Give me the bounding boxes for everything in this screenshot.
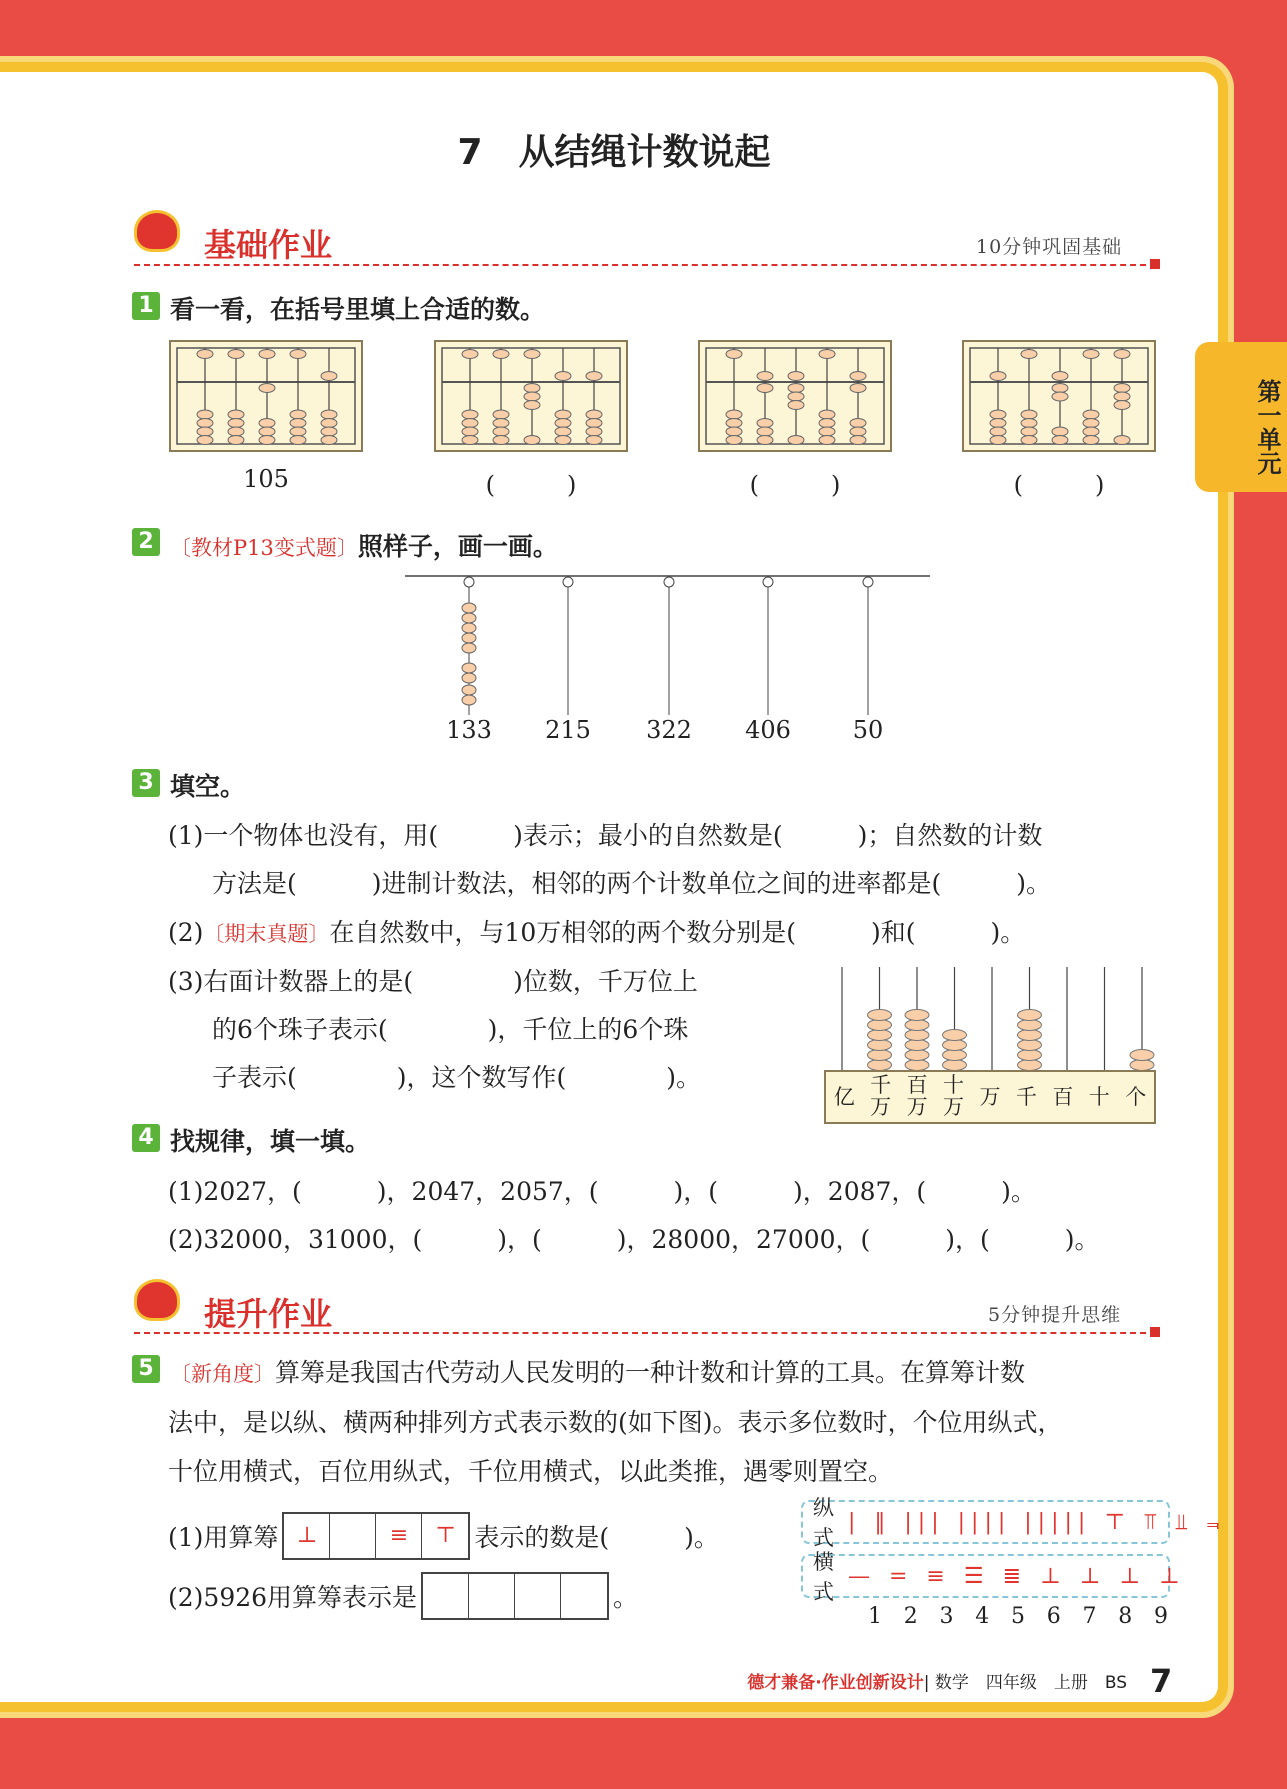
counter-bead [868, 1060, 892, 1071]
bead [757, 436, 773, 445]
bead [726, 410, 742, 419]
q5-part1-answer[interactable]: 表示的数是( )。 [474, 1523, 719, 1552]
section-advanced-subtitle: 5分钟提升思维 [988, 1304, 1122, 1326]
bead [524, 401, 540, 410]
bead [462, 419, 478, 428]
place-label: 亿 [833, 1085, 855, 1109]
bead [462, 427, 478, 436]
digit-label: 8 [1118, 1604, 1133, 1629]
period: 。 [613, 1583, 639, 1612]
bead [524, 436, 540, 445]
bead [493, 436, 509, 445]
digit-label: 9 [1154, 1604, 1168, 1629]
digit-label: 3 [939, 1604, 954, 1629]
bead [586, 427, 602, 436]
abacus-answer[interactable]: 105 [243, 465, 289, 493]
q5-part1-prefix: (1)用算筹 [168, 1523, 279, 1552]
bead [757, 384, 773, 393]
bead [850, 436, 866, 445]
q4-line: (2)32000，31000，( )，( )，28000，27000，( )，( )。 [168, 1225, 1100, 1254]
bead [228, 427, 244, 436]
question-3-text: 填空。 [170, 772, 246, 801]
bead [726, 419, 742, 428]
abacus-answer[interactable]: ( ) [485, 471, 577, 499]
counting-rods-figure [400, 570, 940, 720]
bead [819, 350, 835, 359]
bead [197, 410, 213, 419]
footer [747, 1668, 1127, 1693]
counter-bead [1018, 1060, 1042, 1071]
bead [321, 372, 337, 381]
bead [788, 401, 804, 410]
bead [321, 427, 337, 436]
bead [1114, 384, 1130, 393]
q5-line: 十位用横式，百位用纵式，千位用横式，以此类推，遇零则置空。 [168, 1457, 894, 1486]
place-label: 百 万 [906, 1073, 928, 1119]
counter-bead [905, 1030, 929, 1041]
knot-bead [462, 613, 476, 623]
q3-line: (1)一个物体也没有，用( )表示；最小的自然数是( )；自然数的计数 [168, 821, 1043, 850]
place-label: 十 [1088, 1085, 1110, 1109]
counter-bead [1130, 1050, 1154, 1061]
bead [524, 392, 540, 401]
bead [757, 372, 773, 381]
bead [788, 372, 804, 381]
bead [228, 350, 244, 359]
q5-part2-prefix: (2)5926用算筹表示是 [168, 1583, 418, 1612]
abacus [169, 340, 363, 452]
bead [493, 419, 509, 428]
abacus-answer[interactable]: ( ) [1013, 471, 1105, 499]
counter-rods [824, 965, 1156, 1073]
section-icon [134, 210, 180, 252]
q3-line: (2) [168, 918, 204, 947]
knot-bead [462, 663, 476, 673]
knot [863, 577, 873, 587]
bead [850, 384, 866, 393]
bead [555, 419, 571, 428]
q3-line: 方法是( )进制计数法，相邻的两个计数单位之间的进率都是( )。 [212, 869, 1052, 898]
knot [563, 577, 573, 587]
question-4-text: 找规律，填一填。 [170, 1127, 371, 1156]
bead [555, 427, 571, 436]
counter-bead [905, 1050, 929, 1061]
horizontal-rods-legend [801, 1550, 1186, 1604]
bead [259, 384, 275, 393]
abacus [698, 340, 892, 452]
bead [1021, 436, 1037, 445]
counter-bead [1018, 1040, 1042, 1051]
bead [990, 436, 1006, 445]
bead [462, 350, 478, 359]
question-tag: 〔新角度〕 [170, 1362, 275, 1386]
counter-bead [1018, 1010, 1042, 1021]
divider [134, 1332, 1156, 1334]
counter-bead [943, 1060, 967, 1071]
place-label: 百 [1052, 1085, 1074, 1109]
bead [290, 350, 306, 359]
digit-label: 6 [1046, 1604, 1061, 1629]
section-advanced-title: 提升作业 [204, 1295, 333, 1333]
place-label: 个 [1125, 1085, 1147, 1109]
bead [290, 427, 306, 436]
bead [228, 419, 244, 428]
abacus [434, 340, 628, 452]
bead [850, 372, 866, 381]
counter-bead [905, 1010, 929, 1021]
bead [990, 419, 1006, 428]
bead [259, 350, 275, 359]
bead [493, 350, 509, 359]
page-number: 7 [1150, 1662, 1173, 1700]
bead [524, 350, 540, 359]
q3-line: 的6个珠子表示( )，千位上的6个珠 [212, 1015, 689, 1044]
rod-cell: ⊥ [284, 1514, 330, 1558]
bead [1052, 384, 1068, 393]
vertical-glyphs: | ‖ ||| |||| ||||| ⊤ ⫪ ⫫ ⫬ [848, 1509, 1226, 1535]
bead [1021, 410, 1037, 419]
bead [586, 436, 602, 445]
bead [290, 436, 306, 445]
bead [726, 436, 742, 445]
bead [197, 427, 213, 436]
vertical-rods-legend [801, 1496, 1226, 1550]
rope-number: 50 [852, 716, 884, 744]
bead [990, 410, 1006, 419]
bead [197, 350, 213, 359]
q5-line: 法中，是以纵、横两种排列方式表示数的(如下图)。表示多位数时，个位用纵式， [168, 1408, 1063, 1437]
footer-brand: 德才兼备·作业创新设计 [747, 1673, 924, 1693]
q4-line: (1)2027，( )，2047，2057，( )，( )，2087，( )。 [168, 1177, 1036, 1206]
knot-bead [462, 695, 476, 705]
bead [555, 410, 571, 419]
bead [493, 410, 509, 419]
bead [757, 427, 773, 436]
rope-number: 322 [646, 716, 692, 744]
bead [1114, 401, 1130, 410]
question-2-text: 照样子，画一画。 [357, 532, 558, 561]
bead [1052, 372, 1068, 381]
unit-tab[interactable]: 第一单元 [1195, 342, 1287, 492]
bead [1114, 350, 1130, 359]
bead [197, 436, 213, 445]
counter-bead [868, 1040, 892, 1051]
bead [259, 427, 275, 436]
bead [493, 427, 509, 436]
bead [555, 436, 571, 445]
bead [321, 410, 337, 419]
question-tag: 〔期末真题〕 [203, 922, 330, 946]
digit-label: 4 [975, 1604, 990, 1629]
bead [990, 372, 1006, 381]
q5-line: 算筹是我国古代劳动人民发明的一种计数和计算的工具。在算筹计数 [275, 1358, 1026, 1387]
rope-number: 406 [745, 716, 791, 744]
question-tag: 〔教材P13变式题〕 [170, 536, 358, 560]
question-number: 3 [132, 769, 160, 797]
q3-line: (3)右面计数器上的是( )位数，千万位上 [168, 967, 698, 996]
counter-bead [1130, 1060, 1154, 1071]
counter-bead [1018, 1030, 1042, 1041]
counter-bead [943, 1050, 967, 1061]
section-basic-title: 基础作业 [204, 226, 333, 264]
section-icon [134, 1279, 180, 1321]
counter-bead [868, 1030, 892, 1041]
bead [1052, 427, 1068, 436]
counter-bead [905, 1060, 929, 1071]
knot [763, 577, 773, 587]
question-number: 1 [132, 292, 160, 320]
digit-label: 5 [1011, 1604, 1025, 1629]
q3-line: 在自然数中，与10万相邻的两个数分别是( )和( )。 [329, 918, 1026, 947]
knot-bead [462, 633, 476, 643]
bead [321, 436, 337, 445]
bead [259, 436, 275, 445]
rope-number: 133 [446, 716, 492, 744]
knot [464, 577, 474, 587]
bead [462, 436, 478, 445]
bead [990, 427, 1006, 436]
footer-info: | 数学 四年级 上册 BS [923, 1673, 1127, 1693]
bead [1021, 419, 1037, 428]
bead [259, 419, 275, 428]
bead [788, 392, 804, 401]
place-label: 十 万 [943, 1073, 965, 1119]
bead [1083, 436, 1099, 445]
bead [819, 427, 835, 436]
knot-bead [462, 603, 476, 613]
counter-bead [943, 1040, 967, 1051]
question-number: 2 [132, 528, 160, 556]
divider [134, 264, 1156, 266]
knot-bead [462, 623, 476, 633]
counter-place-labels [824, 1070, 1156, 1124]
counter-bead [868, 1050, 892, 1061]
bead [757, 419, 773, 428]
digit-label: 2 [903, 1604, 918, 1629]
rod-cell: ≡ [376, 1514, 422, 1558]
bead [290, 410, 306, 419]
bead [819, 436, 835, 445]
bead [586, 419, 602, 428]
bead [1052, 436, 1068, 445]
bead [1083, 350, 1099, 359]
counter-bead [1018, 1020, 1042, 1031]
bead [228, 410, 244, 419]
bead [788, 384, 804, 393]
counter-bead [868, 1010, 892, 1021]
knot [664, 577, 674, 587]
rope-number: 215 [545, 716, 591, 744]
bead [1052, 392, 1068, 401]
rod-cell [330, 1514, 376, 1558]
bead [462, 410, 478, 419]
bead [321, 419, 337, 428]
bead [1021, 427, 1037, 436]
place-label: 千 [1015, 1085, 1037, 1109]
bead [1083, 410, 1099, 419]
question-number: 5 [132, 1355, 160, 1383]
bead [1083, 427, 1099, 436]
bead [1083, 419, 1099, 428]
bead [555, 372, 571, 381]
divider-end [1150, 1327, 1160, 1337]
bead [726, 427, 742, 436]
place-label: 万 [979, 1085, 1001, 1109]
question-number: 4 [132, 1124, 160, 1152]
bead [788, 436, 804, 445]
counter-bead [943, 1030, 967, 1041]
question-1-text: 看一看，在括号里填上合适的数。 [170, 295, 546, 324]
counter-bead [1018, 1050, 1042, 1061]
counter-bead [905, 1040, 929, 1051]
divider-end [1150, 259, 1160, 269]
counter-bead [905, 1020, 929, 1031]
bead [1114, 392, 1130, 401]
bead [1114, 436, 1130, 445]
horizontal-glyphs: — = ≡ ☰ ≣ ⊥ ⊥ ⊥ ⊥ [848, 1563, 1186, 1589]
bead [726, 350, 742, 359]
section-basic-subtitle: 10分钟巩固基础 [976, 236, 1123, 258]
page-title: 7 从结绳计数说起 [457, 132, 771, 173]
bead [290, 419, 306, 428]
bead [586, 410, 602, 419]
digit-row [868, 1604, 1168, 1629]
counter-bead [868, 1020, 892, 1031]
knot-bead [462, 685, 476, 695]
bead [197, 419, 213, 428]
rod-cell: ⊤ [435, 1523, 456, 1548]
bead [524, 384, 540, 393]
rod-numeral-cells [282, 1512, 470, 1560]
abacus [962, 340, 1156, 452]
bead [1021, 350, 1037, 359]
legend-label: 纵式 [813, 1496, 834, 1550]
legend-label: 横式 [813, 1550, 834, 1604]
bead [819, 419, 835, 428]
bead [819, 410, 835, 419]
knot-bead [462, 643, 476, 653]
knot-bead [462, 673, 476, 683]
place-label: 千 万 [870, 1073, 892, 1119]
abacus-answer[interactable]: ( ) [749, 471, 841, 499]
digit-label: 1 [868, 1604, 882, 1629]
bead [850, 427, 866, 436]
digit-label: 7 [1082, 1604, 1097, 1629]
bead [228, 436, 244, 445]
answer-cells[interactable] [421, 1572, 609, 1620]
bead [850, 419, 866, 428]
q3-line: 子表示( )，这个数写作( )。 [212, 1063, 702, 1092]
bead [586, 372, 602, 381]
